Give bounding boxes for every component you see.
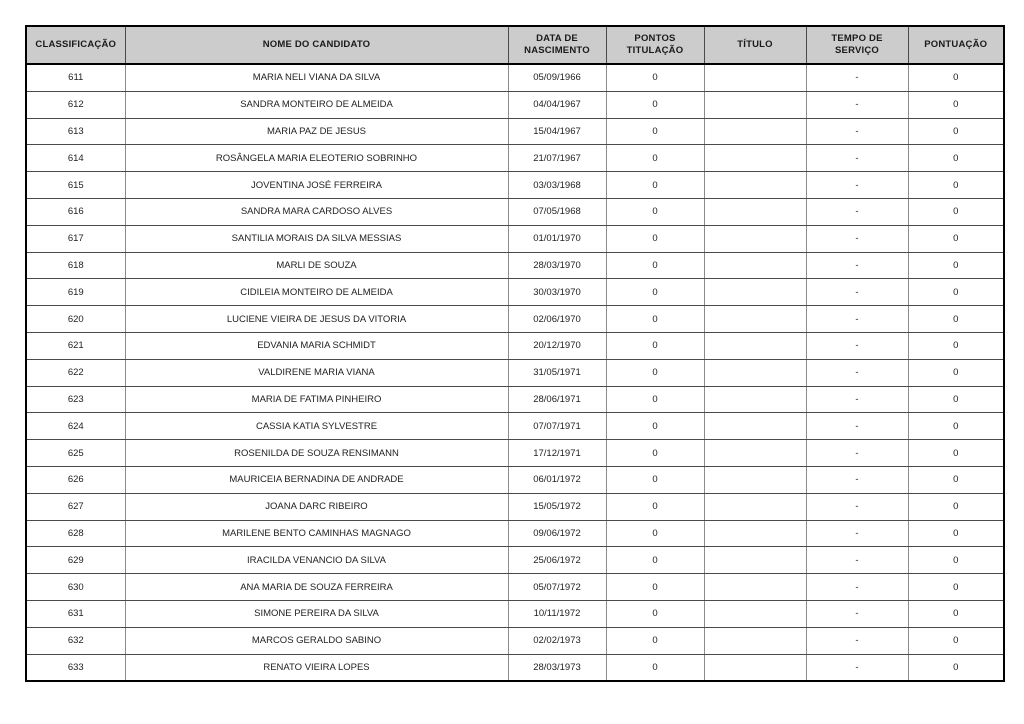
cell-tempo-servico: - — [806, 198, 908, 225]
cell-tempo-servico: - — [806, 493, 908, 520]
cell-classificacao: 626 — [26, 466, 125, 493]
cell-titulo — [704, 520, 806, 547]
cell-nome: CIDILEIA MONTEIRO DE ALMEIDA — [125, 279, 508, 306]
cell-pontos-titulacao: 0 — [606, 118, 704, 145]
table-row — [26, 198, 1004, 225]
cell-pontos-titulacao: 0 — [606, 466, 704, 493]
cell-pontuacao: 0 — [908, 654, 1004, 681]
cell-nome: SANDRA MONTEIRO DE ALMEIDA — [125, 91, 508, 118]
table-row — [26, 145, 1004, 172]
cell-nome: EDVANIA MARIA SCHMIDT — [125, 332, 508, 359]
cell-pontos-titulacao: 0 — [606, 520, 704, 547]
table-row — [26, 279, 1004, 306]
cell-pontos-titulacao: 0 — [606, 91, 704, 118]
cell-nome: IRACILDA VENANCIO DA SILVA — [125, 547, 508, 574]
cell-data-nascimento: 07/05/1968 — [508, 198, 606, 225]
cell-pontos-titulacao: 0 — [606, 64, 704, 91]
cell-pontuacao: 0 — [908, 547, 1004, 574]
cell-nome: ANA MARIA DE SOUZA FERREIRA — [125, 574, 508, 601]
cell-nome: MARIA DE FATIMA PINHEIRO — [125, 386, 508, 413]
cell-classificacao: 623 — [26, 386, 125, 413]
cell-pontos-titulacao: 0 — [606, 413, 704, 440]
cell-pontuacao: 0 — [908, 386, 1004, 413]
cell-data-nascimento: 04/04/1967 — [508, 91, 606, 118]
cell-pontuacao: 0 — [908, 172, 1004, 199]
cell-pontos-titulacao: 0 — [606, 306, 704, 333]
cell-data-nascimento: 17/12/1971 — [508, 440, 606, 467]
cell-titulo — [704, 547, 806, 574]
cell-data-nascimento: 09/06/1972 — [508, 520, 606, 547]
cell-data-nascimento: 20/12/1970 — [508, 332, 606, 359]
cell-titulo — [704, 600, 806, 627]
cell-titulo — [704, 145, 806, 172]
column-header: CLASSIFICAÇÃO — [26, 26, 125, 64]
cell-pontuacao: 0 — [908, 306, 1004, 333]
cell-classificacao: 631 — [26, 600, 125, 627]
cell-data-nascimento: 02/06/1970 — [508, 306, 606, 333]
cell-pontuacao: 0 — [908, 520, 1004, 547]
cell-classificacao: 633 — [26, 654, 125, 681]
cell-titulo — [704, 440, 806, 467]
cell-classificacao: 620 — [26, 306, 125, 333]
cell-classificacao: 622 — [26, 359, 125, 386]
cell-classificacao: 616 — [26, 198, 125, 225]
table-row — [26, 600, 1004, 627]
cell-nome: MARIA PAZ DE JESUS — [125, 118, 508, 145]
cell-nome: SANDRA MARA CARDOSO ALVES — [125, 198, 508, 225]
cell-tempo-servico: - — [806, 359, 908, 386]
cell-data-nascimento: 25/06/1972 — [508, 547, 606, 574]
cell-pontuacao: 0 — [908, 466, 1004, 493]
cell-nome: MARCOS GERALDO SABINO — [125, 627, 508, 654]
cell-tempo-servico: - — [806, 440, 908, 467]
cell-classificacao: 611 — [26, 64, 125, 91]
cell-tempo-servico: - — [806, 600, 908, 627]
cell-pontos-titulacao: 0 — [606, 279, 704, 306]
cell-pontos-titulacao: 0 — [606, 145, 704, 172]
cell-pontuacao: 0 — [908, 145, 1004, 172]
table-row — [26, 520, 1004, 547]
cell-tempo-servico: - — [806, 386, 908, 413]
cell-data-nascimento: 15/04/1967 — [508, 118, 606, 145]
table-header-row — [26, 26, 1004, 64]
table-row — [26, 574, 1004, 601]
column-header: TÍTULO — [704, 26, 806, 64]
cell-pontos-titulacao: 0 — [606, 386, 704, 413]
column-header: NOME DO CANDIDATO — [125, 26, 508, 64]
table-row — [26, 493, 1004, 520]
cell-nome: JOVENTINA JOSÉ FERREIRA — [125, 172, 508, 199]
cell-titulo — [704, 306, 806, 333]
cell-pontuacao: 0 — [908, 279, 1004, 306]
table-row — [26, 440, 1004, 467]
cell-data-nascimento: 05/09/1966 — [508, 64, 606, 91]
cell-tempo-servico: - — [806, 332, 908, 359]
column-header: PONTUAÇÃO — [908, 26, 1004, 64]
cell-tempo-servico: - — [806, 627, 908, 654]
cell-pontos-titulacao: 0 — [606, 574, 704, 601]
table-row — [26, 359, 1004, 386]
table-row — [26, 118, 1004, 145]
cell-tempo-servico: - — [806, 118, 908, 145]
cell-data-nascimento: 02/02/1973 — [508, 627, 606, 654]
cell-pontuacao: 0 — [908, 118, 1004, 145]
cell-pontos-titulacao: 0 — [606, 600, 704, 627]
cell-tempo-servico: - — [806, 520, 908, 547]
cell-tempo-servico: - — [806, 64, 908, 91]
cell-data-nascimento: 01/01/1970 — [508, 225, 606, 252]
cell-tempo-servico: - — [806, 225, 908, 252]
cell-nome: JOANA DARC RIBEIRO — [125, 493, 508, 520]
cell-nome: CASSIA KATIA SYLVESTRE — [125, 413, 508, 440]
cell-tempo-servico: - — [806, 252, 908, 279]
cell-pontos-titulacao: 0 — [606, 332, 704, 359]
cell-classificacao: 615 — [26, 172, 125, 199]
cell-pontuacao: 0 — [908, 600, 1004, 627]
cell-pontos-titulacao: 0 — [606, 493, 704, 520]
cell-data-nascimento: 06/01/1972 — [508, 466, 606, 493]
cell-titulo — [704, 64, 806, 91]
cell-tempo-servico: - — [806, 145, 908, 172]
cell-pontuacao: 0 — [908, 198, 1004, 225]
cell-data-nascimento: 10/11/1972 — [508, 600, 606, 627]
cell-classificacao: 617 — [26, 225, 125, 252]
cell-pontos-titulacao: 0 — [606, 198, 704, 225]
cell-nome: ROSÂNGELA MARIA ELEOTERIO SOBRINHO — [125, 145, 508, 172]
cell-data-nascimento: 30/03/1970 — [508, 279, 606, 306]
cell-titulo — [704, 91, 806, 118]
cell-classificacao: 612 — [26, 91, 125, 118]
cell-pontos-titulacao: 0 — [606, 547, 704, 574]
cell-titulo — [704, 172, 806, 199]
table-row — [26, 306, 1004, 333]
cell-titulo — [704, 332, 806, 359]
cell-titulo — [704, 466, 806, 493]
cell-titulo — [704, 386, 806, 413]
column-header: PONTOS TITULAÇÃO — [606, 26, 704, 64]
cell-tempo-servico: - — [806, 413, 908, 440]
cell-pontos-titulacao: 0 — [606, 440, 704, 467]
cell-classificacao: 613 — [26, 118, 125, 145]
cell-pontuacao: 0 — [908, 332, 1004, 359]
cell-classificacao: 625 — [26, 440, 125, 467]
cell-pontuacao: 0 — [908, 225, 1004, 252]
cell-data-nascimento: 03/03/1968 — [508, 172, 606, 199]
table-row — [26, 252, 1004, 279]
cell-titulo — [704, 413, 806, 440]
cell-pontos-titulacao: 0 — [606, 359, 704, 386]
table-row — [26, 627, 1004, 654]
cell-titulo — [704, 252, 806, 279]
cell-tempo-servico: - — [806, 654, 908, 681]
cell-pontuacao: 0 — [908, 440, 1004, 467]
table-row — [26, 547, 1004, 574]
cell-nome: MARILENE BENTO CAMINHAS MAGNAGO — [125, 520, 508, 547]
candidates-ranking-table — [25, 25, 1005, 682]
cell-pontuacao: 0 — [908, 627, 1004, 654]
cell-tempo-servico: - — [806, 547, 908, 574]
cell-nome: VALDIRENE MARIA VIANA — [125, 359, 508, 386]
cell-data-nascimento: 28/03/1973 — [508, 654, 606, 681]
cell-nome: LUCIENE VIEIRA DE JESUS DA VITORIA — [125, 306, 508, 333]
cell-pontuacao: 0 — [908, 359, 1004, 386]
cell-titulo — [704, 654, 806, 681]
cell-titulo — [704, 279, 806, 306]
table-row — [26, 64, 1004, 91]
table-row — [26, 332, 1004, 359]
cell-pontuacao: 0 — [908, 91, 1004, 118]
cell-nome: SANTILIA MORAIS DA SILVA MESSIAS — [125, 225, 508, 252]
cell-pontos-titulacao: 0 — [606, 172, 704, 199]
table-row — [26, 225, 1004, 252]
cell-titulo — [704, 118, 806, 145]
column-header: TEMPO DE SERVIÇO — [806, 26, 908, 64]
cell-pontuacao: 0 — [908, 493, 1004, 520]
cell-data-nascimento: 31/05/1971 — [508, 359, 606, 386]
column-header: DATA DE NASCIMENTO — [508, 26, 606, 64]
cell-titulo — [704, 225, 806, 252]
cell-tempo-servico: - — [806, 306, 908, 333]
cell-data-nascimento: 28/06/1971 — [508, 386, 606, 413]
cell-classificacao: 630 — [26, 574, 125, 601]
cell-classificacao: 632 — [26, 627, 125, 654]
cell-nome: MAURICEIA BERNADINA DE ANDRADE — [125, 466, 508, 493]
cell-classificacao: 619 — [26, 279, 125, 306]
cell-classificacao: 624 — [26, 413, 125, 440]
cell-nome: MARIA NELI VIANA DA SILVA — [125, 64, 508, 91]
cell-pontuacao: 0 — [908, 574, 1004, 601]
cell-data-nascimento: 28/03/1970 — [508, 252, 606, 279]
cell-tempo-servico: - — [806, 91, 908, 118]
cell-classificacao: 628 — [26, 520, 125, 547]
cell-tempo-servico: - — [806, 466, 908, 493]
cell-classificacao: 627 — [26, 493, 125, 520]
cell-data-nascimento: 21/07/1967 — [508, 145, 606, 172]
table-row — [26, 172, 1004, 199]
cell-titulo — [704, 359, 806, 386]
cell-pontos-titulacao: 0 — [606, 627, 704, 654]
cell-nome: RENATO VIEIRA LOPES — [125, 654, 508, 681]
table-row — [26, 413, 1004, 440]
cell-pontos-titulacao: 0 — [606, 654, 704, 681]
table-row — [26, 386, 1004, 413]
cell-pontos-titulacao: 0 — [606, 225, 704, 252]
cell-tempo-servico: - — [806, 574, 908, 601]
cell-nome: MARLI DE SOUZA — [125, 252, 508, 279]
cell-data-nascimento: 07/07/1971 — [508, 413, 606, 440]
table-row — [26, 654, 1004, 681]
cell-titulo — [704, 574, 806, 601]
cell-nome: SIMONE PEREIRA DA SILVA — [125, 600, 508, 627]
cell-tempo-servico: - — [806, 172, 908, 199]
cell-pontos-titulacao: 0 — [606, 252, 704, 279]
cell-classificacao: 629 — [26, 547, 125, 574]
table-row — [26, 466, 1004, 493]
table-row — [26, 91, 1004, 118]
cell-pontuacao: 0 — [908, 252, 1004, 279]
cell-titulo — [704, 493, 806, 520]
cell-data-nascimento: 05/07/1972 — [508, 574, 606, 601]
cell-classificacao: 618 — [26, 252, 125, 279]
cell-nome: ROSENILDA DE SOUZA RENSIMANN — [125, 440, 508, 467]
cell-classificacao: 614 — [26, 145, 125, 172]
cell-titulo — [704, 198, 806, 225]
cell-pontuacao: 0 — [908, 64, 1004, 91]
cell-pontuacao: 0 — [908, 413, 1004, 440]
cell-data-nascimento: 15/05/1972 — [508, 493, 606, 520]
cell-titulo — [704, 627, 806, 654]
cell-classificacao: 621 — [26, 332, 125, 359]
cell-tempo-servico: - — [806, 279, 908, 306]
